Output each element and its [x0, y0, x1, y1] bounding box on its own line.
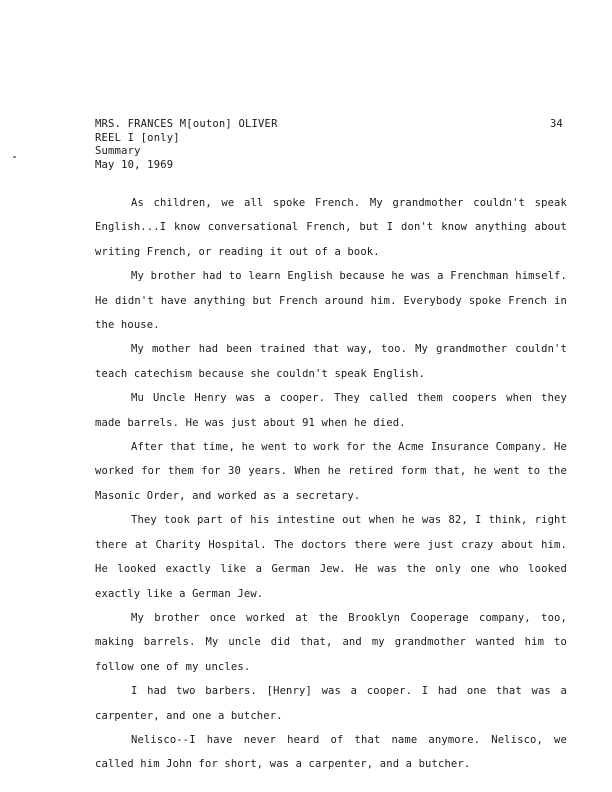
- paragraph: My mother had been trained that way, too. My grandmother couldn't teach catechism because she couldn't speak English.: [95, 343, 567, 380]
- paragraph: My brother had to learn English because he was a Frenchman himself. He didn't have anything but French around him. Everybody spoke French in the house.: [95, 270, 567, 332]
- summary-label: Summary: [95, 145, 141, 157]
- paragraph: After that time, he went to work for the Acme Insurance Company. He worked for them for 30 years. When he retired form that, he went to the Masonic Order, and worked as a secretary.: [95, 441, 567, 502]
- summary-body: [95, 191, 567, 777]
- paragraph: I had two barbers. [Henry] was a cooper. I had one that was a carpenter, and one a butcher.: [95, 685, 567, 722]
- document-header: [95, 118, 278, 172]
- paragraph: They took part of his intestine out when he was 82, I think, right there at Charity Hospital. The doctors there were just crazy about him. He looked exactly like a German Jew. He was the only one who looked exactly like a German Jew.: [95, 514, 567, 600]
- interviewee-name: MRS. FRANCES M[outon] OLIVER: [95, 118, 278, 130]
- reel-label: REEL I [only]: [95, 131, 180, 144]
- interview-date: May 10, 1969: [95, 158, 174, 171]
- page-number: 34: [550, 118, 563, 130]
- paragraph: Mu Uncle Henry was a cooper. They called them coopers when they made barrels. He was just about 91 when he died.: [95, 392, 567, 429]
- paragraph: As children, we all spoke French. My grandmother couldn't speak English...I know conversational French, but I don't know anything about writing French, or reading it out of a book.: [95, 197, 567, 258]
- scan-speck: [13, 156, 16, 158]
- paragraph: My brother once worked at the Brooklyn Cooperage company, too, making barrels. My uncle did that, and my grandmother wanted him to follow one of my uncles.: [95, 611, 567, 673]
- paragraph: Nelisco--I have never heard of that name anymore. Nelisco, we called him John for short, was a carpenter, and a butcher.: [95, 733, 567, 771]
